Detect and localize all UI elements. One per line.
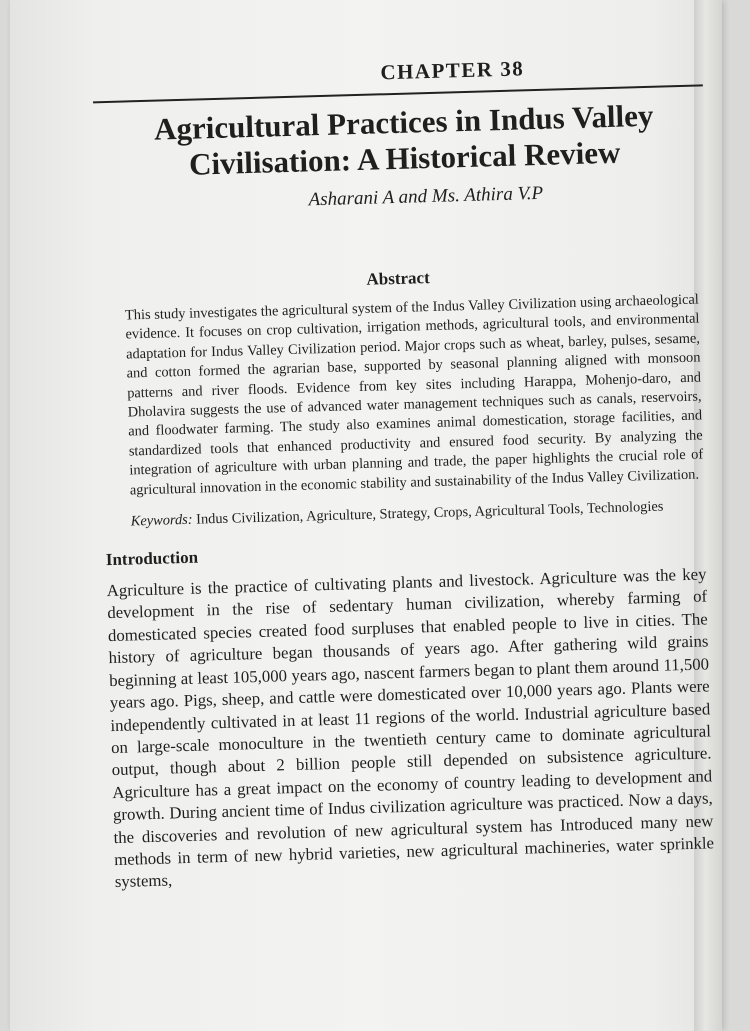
keywords	[131, 497, 705, 532]
introduction-heading: Introduction	[105, 547, 199, 570]
book-page	[10, 0, 722, 1031]
chapter-title	[113, 97, 695, 185]
chapter-label: CHAPTER 38	[380, 56, 525, 85]
introduction-text: Agriculture is the practice of cultivating plants and livestock. Agriculture was the key development in the rise of sedentary human civilization, whereby farming of domesticated species created food surpluses that enabled people to live in cities. The history of agriculture began thousands of years ago. After gathering wild grains beginning at least 105,000 years ago, nascent farmers began to plant them around 11,500 years ago. Pigs, sheep, and cattle were domesticated over 10,000 years ago. Plants were independently cultivated in at least 11 regions of the world. Industrial agriculture based on large-scale monoculture in the twentieth century came to dominate agricultural output, though about 2 billion people still depended on subsistence agriculture. Agriculture has a great impact on the economy of country leading to development and growth. During ancient time of Indus civilization agriculture was practiced. Now a days, the discoveries and revolution of new agricultural system has Introduced many new methods in term of new hybrid varieties, new agricultural machineries, water sprinkle systems,	[106, 564, 715, 892]
authors: Asharani A and Ms. Athira V.P	[308, 182, 544, 211]
page-content	[92, 52, 715, 894]
keywords-label: Keywords:	[130, 511, 193, 530]
abstract-text: This study investigates the agricultural system of the Indus Valley Civilization using archaeological evidence. It focuses on crop cultivation, irrigation methods, agricultural tools, and environmental adaptation for Indus Valley Civilization period. Major crops such as wheat, barley, pulses, sesame, and cotton formed the agrarian base, supported by seasonal planning aligned with monsoon patterns and river floods. Evidence from key sites including Harappa, Mohenjo-daro, and Dholavira suggests the use of advanced water management techniques such as canals, reservoirs, and floodwater farming. The study also examines animal domestication, storage facilities, and standardized tools that enhanced productivity and ensured food security. By analyzing the integration of agriculture with urban planning and trade, the paper highlights the crucial role of agricultural innovation in the economic stability and sustainability of the Indus Valley Civilization.	[124, 291, 704, 499]
abstract-heading: Abstract	[366, 268, 430, 289]
title-line-1: Agricultural Practices in Indus Valley	[153, 97, 654, 147]
keywords-text: Indus Civilization, Agriculture, Strategy, Crops, Agricultural Tools, Technologies	[195, 498, 664, 528]
title-line-2: Civilisation: A Historical Review	[188, 134, 621, 182]
